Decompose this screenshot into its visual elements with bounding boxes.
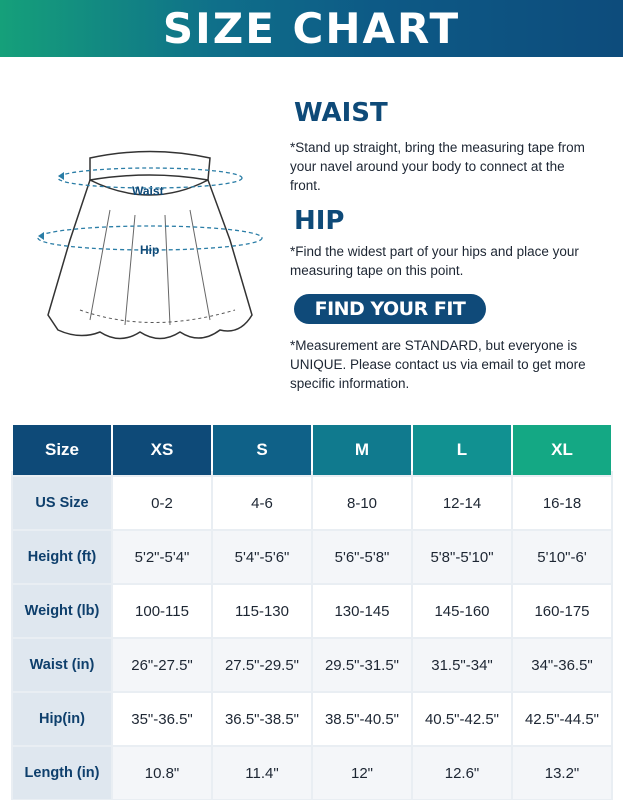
skirt-waistband: [90, 152, 210, 181]
table-cell: 5'8"-5'10": [413, 531, 511, 583]
table-cell: 11.4": [213, 747, 311, 799]
header-cell: S: [213, 425, 311, 475]
header-cell: L: [413, 425, 511, 475]
page-title: SIZE CHART: [162, 4, 461, 53]
table-cell: 13.2": [513, 747, 611, 799]
find-your-fit-button[interactable]: FIND YOUR FIT: [294, 294, 486, 324]
table-cell: 12.6": [413, 747, 511, 799]
table-cell: 5'6"-5'8": [313, 531, 411, 583]
row-label: Weight (lb): [13, 585, 111, 637]
table-cell: 35"-36.5": [113, 693, 211, 745]
table-cell: 12-14: [413, 477, 511, 529]
row-label: Length (in): [13, 747, 111, 799]
waist-label: Waist: [132, 184, 164, 198]
table-cell: 5'10"-6': [513, 531, 611, 583]
skirt-illustration: [30, 140, 270, 380]
table-cell: 16-18: [513, 477, 611, 529]
row-label: Hip(in): [13, 693, 111, 745]
table-cell: 130-145: [313, 585, 411, 637]
table-row: [13, 531, 611, 583]
table-header-row: [13, 425, 611, 475]
table-cell: 26"-27.5": [113, 639, 211, 691]
waist-title: WAIST: [294, 98, 388, 128]
table-row: [13, 639, 611, 691]
header-cell: Size: [13, 425, 111, 475]
table-cell: 10.8": [113, 747, 211, 799]
measurement-note: *Measurement are STANDARD, but everyone is UNIQUE. Please contact us via email to get more specific information.: [290, 338, 586, 391]
table-cell: 40.5"-42.5": [413, 693, 511, 745]
table-cell: 34"-36.5": [513, 639, 611, 691]
waist-instructions: *Stand up straight, bring the measuring tape from your navel around your body to connect at the front.: [290, 140, 585, 193]
table-cell: 115-130: [213, 585, 311, 637]
table-cell: 31.5"-34": [413, 639, 511, 691]
table-cell: 100-115: [113, 585, 211, 637]
hip-instructions: *Find the widest part of your hips and place your measuring tape on this point.: [290, 244, 579, 278]
table-cell: 38.5"-40.5": [313, 693, 411, 745]
table-row: [13, 693, 611, 745]
row-label: Waist (in): [13, 639, 111, 691]
table-cell: 42.5"-44.5": [513, 693, 611, 745]
header-banner: [0, 0, 623, 57]
table-cell: 12": [313, 747, 411, 799]
table-cell: 160-175: [513, 585, 611, 637]
header-cell: M: [313, 425, 411, 475]
table-cell: 29.5"-31.5": [313, 639, 411, 691]
table-cell: 8-10: [313, 477, 411, 529]
row-label: US Size: [13, 477, 111, 529]
table-row: [13, 477, 611, 529]
hip-label: Hip: [140, 243, 160, 257]
row-label: Height (ft): [13, 531, 111, 583]
skirt-body: [48, 180, 252, 339]
table-cell: 5'4"-5'6": [213, 531, 311, 583]
table-cell: 4-6: [213, 477, 311, 529]
header-cell: XS: [113, 425, 211, 475]
hip-title: HIP: [294, 206, 345, 236]
header-cell: XL: [513, 425, 611, 475]
table-cell: 145-160: [413, 585, 511, 637]
table-cell: 36.5"-38.5": [213, 693, 311, 745]
table-row: [13, 747, 611, 799]
table-row: [13, 585, 611, 637]
size-table: [11, 423, 613, 801]
table-cell: 0-2: [113, 477, 211, 529]
table-cell: 5'2"-5'4": [113, 531, 211, 583]
table-cell: 27.5"-29.5": [213, 639, 311, 691]
